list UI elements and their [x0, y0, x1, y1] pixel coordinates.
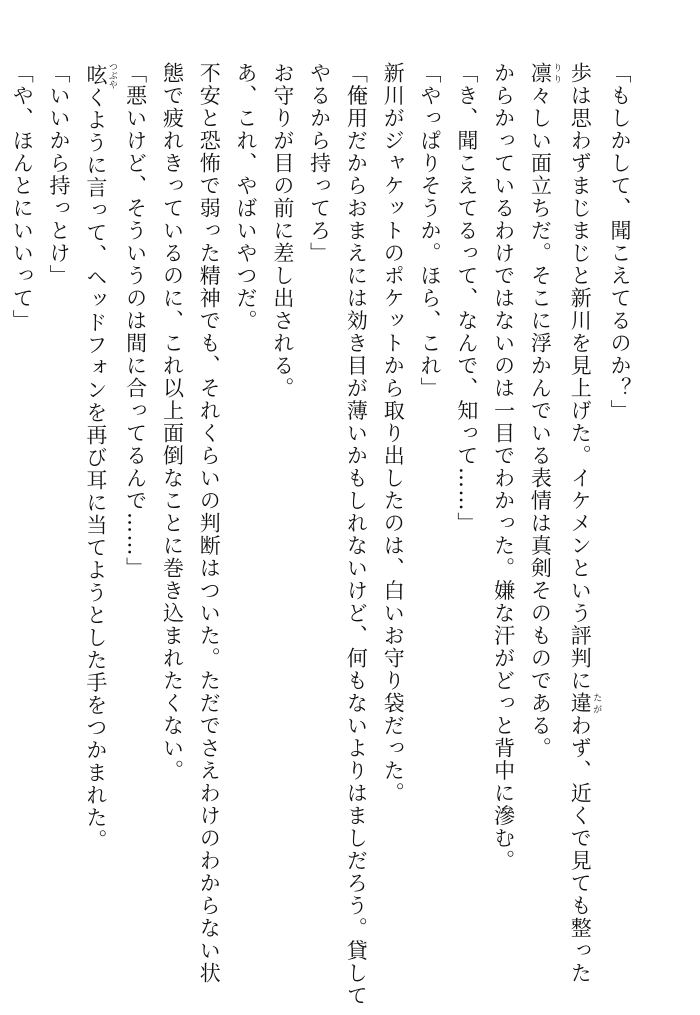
text-line-7: 新川がジャケットのポケットから取り出したのは、白いお守り袋だった。 — [381, 62, 406, 805]
text-line-8: 「俺用だからおまえには効き目が薄いかもしれないけど、何もないよりはましだろう。貸して — [344, 62, 369, 1007]
text-line-13: 態で疲れきっているのに、これ以上面倒なことに巻き込まれたくない。 — [160, 62, 185, 782]
ruby-reading: りり — [551, 62, 562, 85]
text-line-3-rest: 々しい面立ちだ。そこに浮かんでいる表情は真剣そのものである。 — [528, 84, 553, 760]
text-line-16: 「いいから持っとけ」 — [47, 62, 72, 287]
ruby-reading: たが — [591, 692, 602, 715]
text-line-2-part-a: 歩は思わずまじまじと新川を見上げた。イケメンという評判に — [568, 62, 593, 692]
ruby-base: 呟 — [83, 62, 108, 89]
text-line-12: 不安と恐怖で弱った精神でも、それくらいの判断はついた。ただでさえわけのわからない状 — [197, 62, 222, 985]
ruby-tagau — [568, 692, 602, 715]
text-line-5: 「き、聞こえてるって、なんで、知って……」 — [454, 62, 479, 535]
ruby-riri — [528, 62, 562, 85]
text-line-6: 「やっぱりそうか。ほら、これ」 — [418, 62, 443, 400]
text-line-15-rest: くように言って、ヘッドフォンを再び耳に当てようとした手をつかまれた。 — [83, 86, 108, 852]
text-line-14: 「悪いけど、そういうのは間に合ってるんで……」 — [123, 62, 148, 580]
text-line-11: あ、これ、やばいやつだ。 — [234, 62, 259, 332]
ruby-tsubuya — [83, 62, 117, 89]
ruby-reading: つぶや — [106, 62, 117, 89]
text-line-1: 「もしかして、聞こえてるのか？」 — [608, 62, 632, 422]
text-line-2-part-b: わず、近くで見ても整った — [568, 714, 593, 985]
text-line-15 — [77, 62, 117, 962]
text-line-10: お守りが目の前に差し出される。 — [270, 62, 295, 400]
ruby-base: 凛 — [528, 62, 553, 85]
text-line-3 — [522, 62, 562, 962]
text-line-2 — [561, 62, 602, 985]
text-line-4: からかっているわけではないのは一目でわかった。嫌な汗がどっと背中に滲む。 — [491, 62, 516, 872]
vertical-text-body — [3, 62, 638, 1007]
ruby-base: 違 — [568, 692, 593, 715]
text-line-9: やるから持ってろ」 — [307, 62, 332, 265]
text-line-17: 「や、ほんとにいいって」 — [10, 62, 35, 332]
